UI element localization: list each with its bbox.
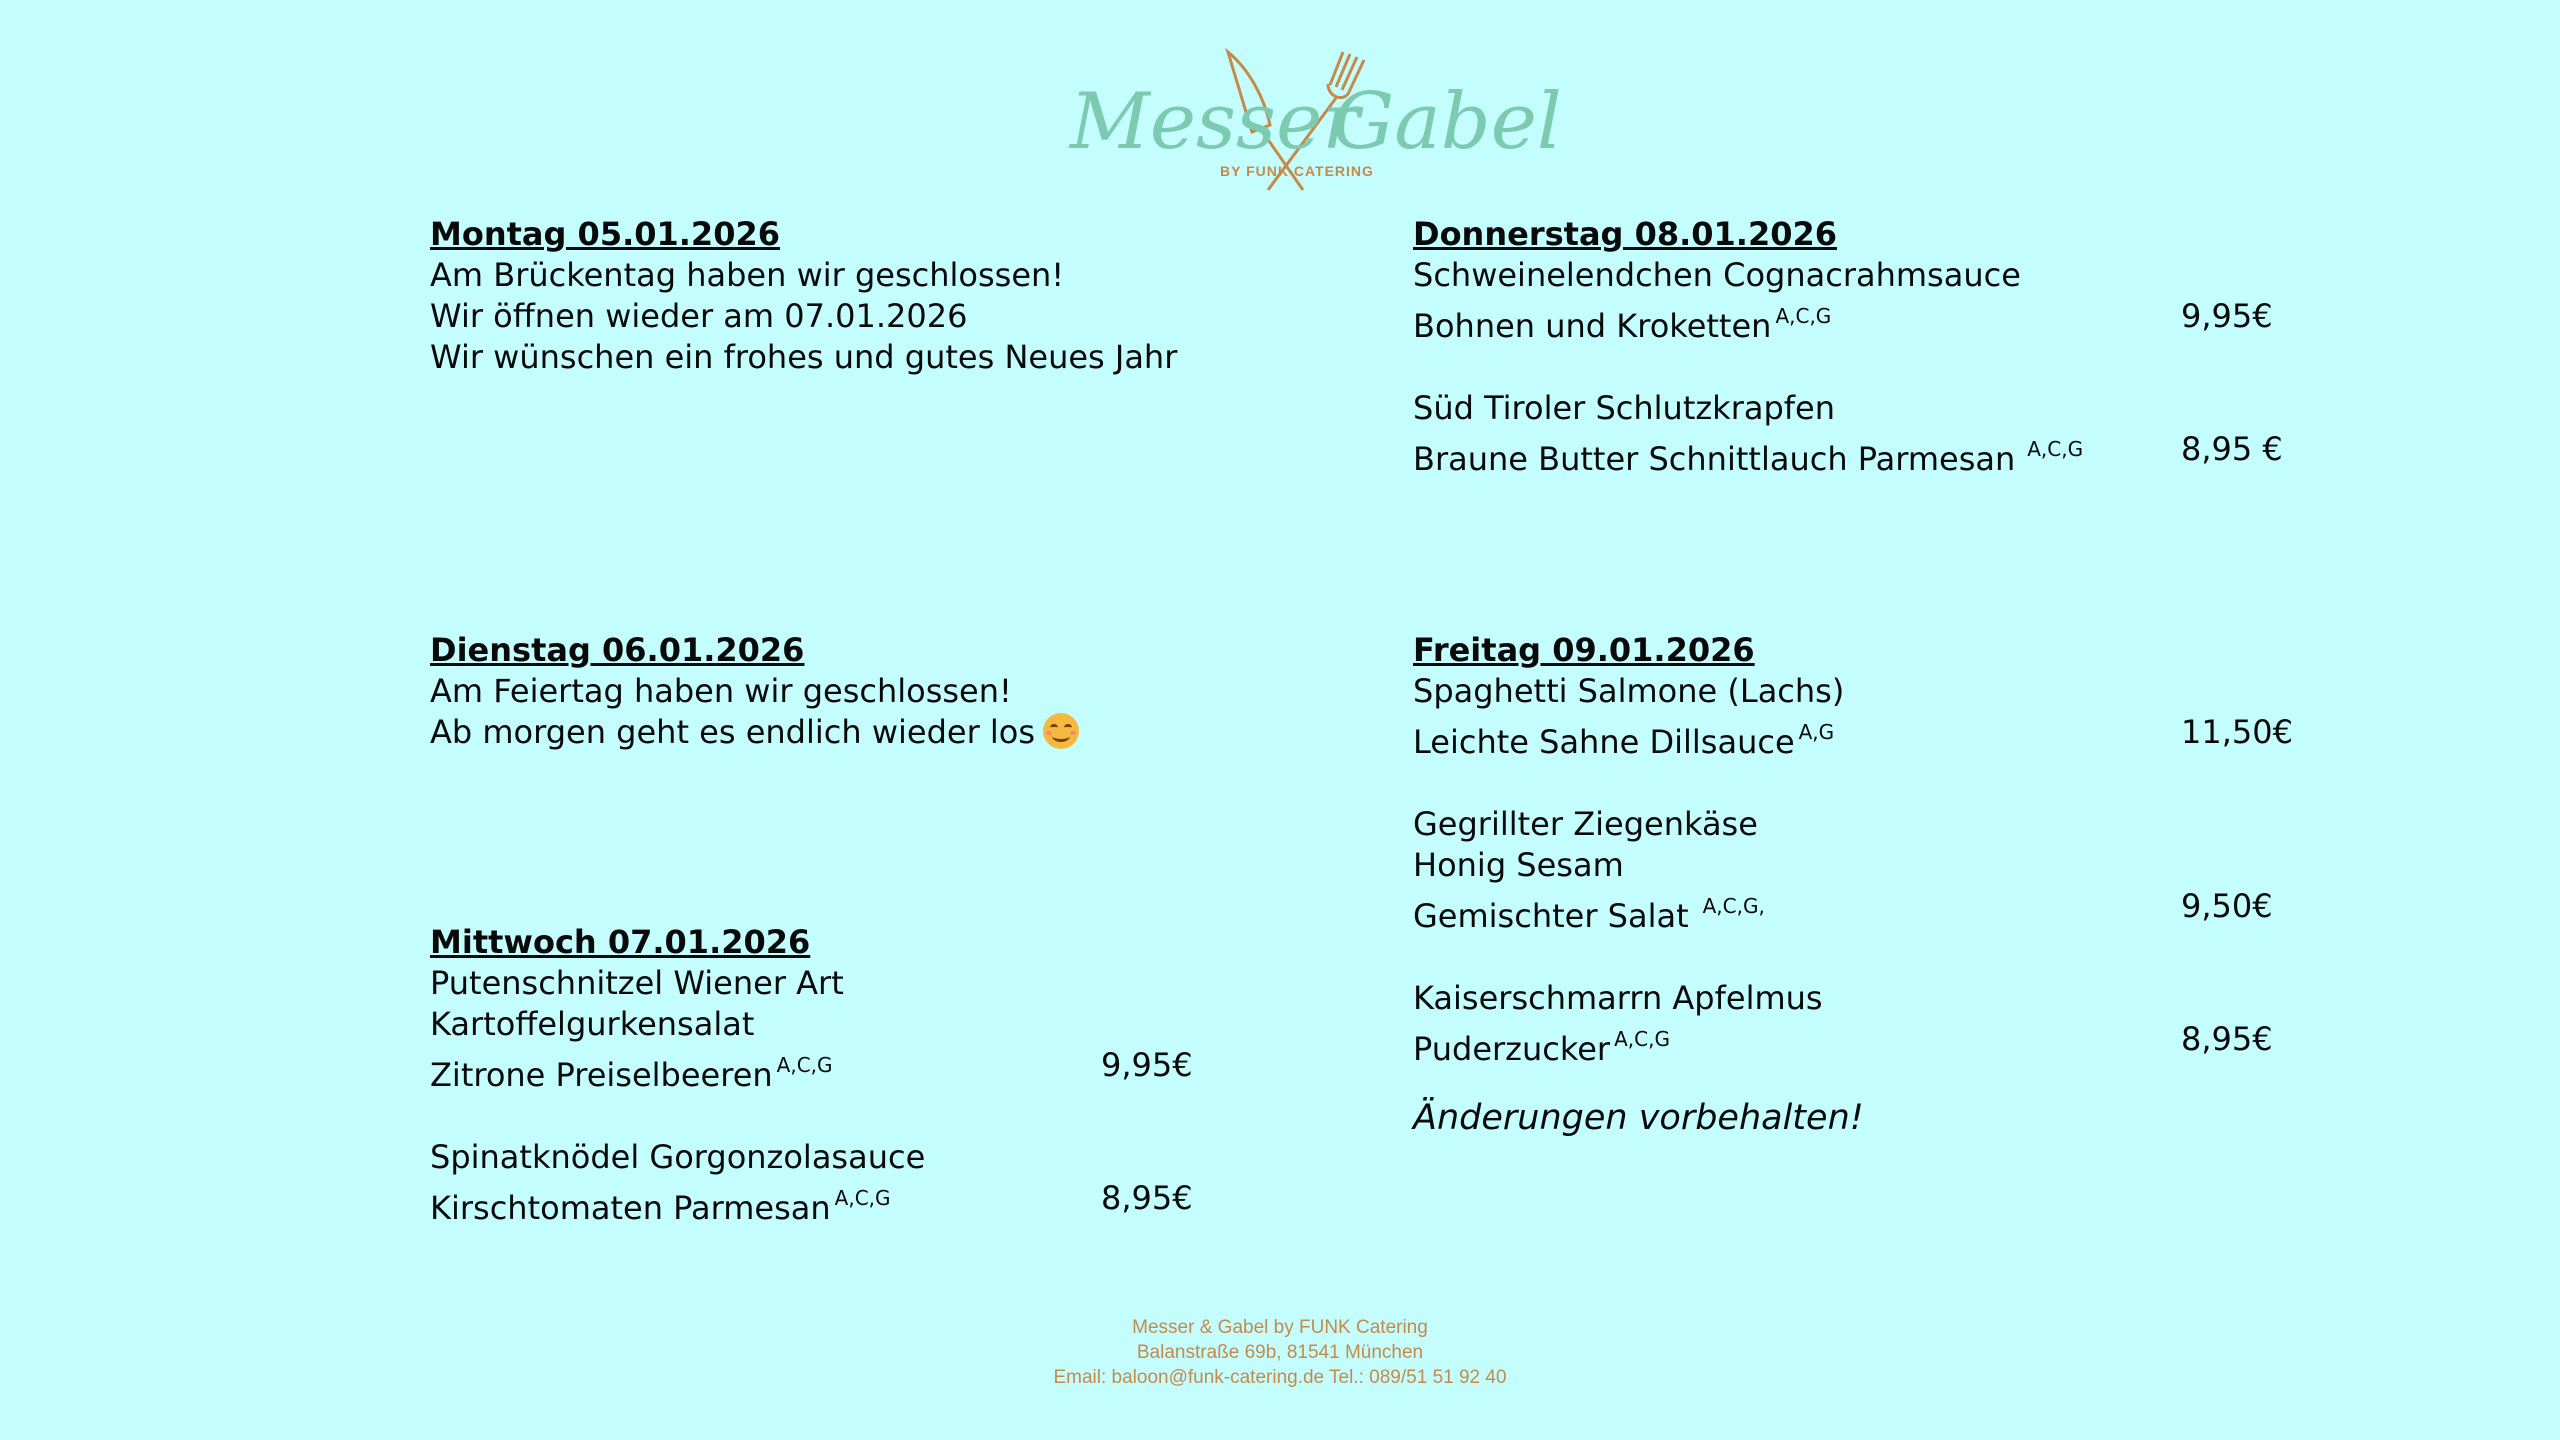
footer-company: Messer & Gabel by FUNK Catering [1132, 1317, 1428, 1338]
menu-line: Am Feiertag haben wir geschlossen! [430, 672, 1012, 710]
dish-line [1413, 886, 2313, 937]
dish-line-text: Braune Butter Schnittlauch Parmesan [1413, 440, 2016, 478]
dish-line-text: Bohnen und Kroketten [1413, 307, 1772, 345]
menu-line-text: Ab morgen geht es endlich wieder los [430, 713, 1036, 751]
menu-line: Wir öffnen wieder am 07.01.2026 [430, 297, 968, 335]
dish-line-text: Gemischter Salat [1413, 897, 1689, 935]
allergen-codes: A,C,G [1614, 1027, 1670, 1051]
day-title-thursday: Donnerstag 08.01.2026 [1413, 215, 1838, 253]
footer-address: Balanstraße 69b, 81541 München [1136, 1342, 1424, 1363]
dish-price: 11,50€ [2181, 713, 2293, 751]
allergen-codes: A,G [1798, 720, 1835, 744]
changes-note: Änderungen vorbehalten! [1413, 1098, 1864, 1138]
logo [1060, 40, 1562, 205]
footer [0, 1315, 2560, 1390]
friday-section [1413, 630, 2313, 1139]
dish-line: Spinatknödel Gorgonzolasauce [430, 1138, 926, 1176]
dish-line [430, 1045, 1193, 1096]
tuesday-section [430, 630, 1079, 753]
wednesday-section [430, 922, 1193, 1229]
dish-line-text: Puderzucker [1413, 1030, 1611, 1068]
allergen-codes: A,C,G [776, 1053, 833, 1077]
dish-line [1413, 429, 2313, 480]
allergen-codes: A,C,G [834, 1186, 891, 1210]
menu-line [430, 712, 1079, 753]
messer-gabel-logo [1060, 40, 1562, 205]
dish-line-text: Kirschtomaten Parmesan [430, 1189, 831, 1227]
dish-price: 9,95€ [2181, 297, 2273, 335]
dish-price: 8,95€ [2181, 1020, 2273, 1058]
dish-line [1413, 1019, 2313, 1070]
logo-word-gabel: Gabel [1332, 77, 1562, 167]
allergen-codes: A,C,G, [1702, 894, 1765, 918]
allergen-codes: A,C,G [1775, 304, 1832, 328]
day-title-wednesday: Mittwoch 07.01.2026 [430, 923, 811, 961]
dish-line-text: Leichte Sahne Dillsauce [1413, 723, 1795, 761]
thursday-section [1413, 214, 2313, 480]
dish-line: Schweinelendchen Cognacrahmsauce [1413, 256, 2021, 294]
menu-line: Am Brückentag haben wir geschlossen! [430, 256, 1065, 294]
menu-line: Wir wünschen ein frohes und gutes Neues Jahr [430, 338, 1178, 376]
allergen-codes: A,C,G [2027, 437, 2084, 461]
day-title-tuesday: Dienstag 06.01.2026 [430, 631, 805, 669]
footer-contact: Email: baloon@funk-catering.de Tel.: 089/51 51 92 40 [1053, 1367, 1507, 1388]
dish-line: Süd Tiroler Schlutzkrapfen [1413, 389, 1836, 427]
dish-line: Gegrillter Ziegenkäse [1413, 805, 1758, 843]
dish-line [1413, 296, 2313, 347]
dish-line: Spaghetti Salmone (Lachs) [1413, 672, 1845, 710]
day-title-monday: Montag 05.01.2026 [430, 215, 780, 253]
dish-line-text: Zitrone Preiselbeeren [430, 1056, 773, 1094]
smiling-face-icon [1043, 713, 1079, 749]
dish-price: 8,95 € [2181, 430, 2283, 468]
dish-line: Kartoffelgurkensalat [430, 1005, 755, 1043]
dish-line: Honig Sesam [1413, 846, 1624, 884]
dish-line: Putenschnitzel Wiener Art [430, 964, 844, 1002]
monday-section [430, 214, 1177, 378]
dish-price: 8,95€ [1101, 1179, 1193, 1217]
dish-price: 9,50€ [2181, 887, 2273, 925]
dish-line: Kaiserschmarrn Apfelmus [1413, 979, 1823, 1017]
day-title-friday: Freitag 09.01.2026 [1413, 631, 1755, 669]
logo-word-messer: Messer [1070, 77, 1360, 167]
dish-line [1413, 712, 2313, 763]
dish-line [430, 1178, 1193, 1229]
logo-tagline: BY FUNK CATERING [1220, 163, 1374, 179]
dish-price: 9,95€ [1101, 1046, 1193, 1084]
